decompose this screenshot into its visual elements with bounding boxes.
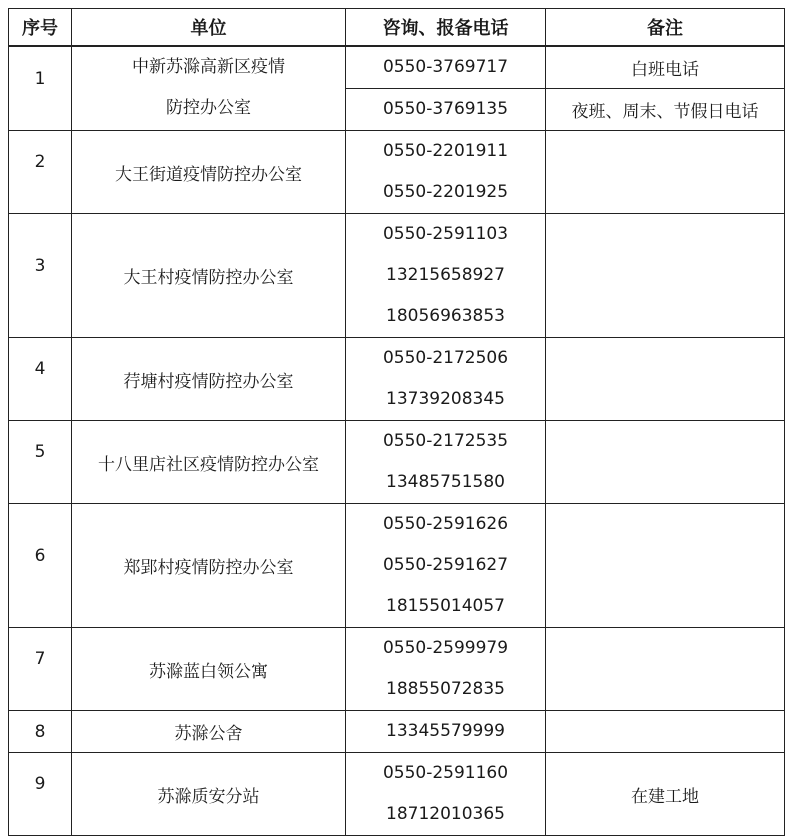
row-note xyxy=(546,338,785,421)
table-row xyxy=(9,711,785,753)
row-phone xyxy=(346,338,546,421)
row-no: 2 xyxy=(9,131,72,214)
phone-number: 18855072835 xyxy=(386,679,505,699)
row-no: 1 xyxy=(9,46,72,131)
header-unit: 单位 xyxy=(72,9,346,47)
header-no: 序号 xyxy=(9,9,72,47)
phone-number: 0550-2172506 xyxy=(382,348,509,368)
row-phone xyxy=(346,421,546,504)
row-no: 6 xyxy=(9,504,72,628)
table-row xyxy=(9,338,785,421)
table-row xyxy=(9,131,785,214)
row-note xyxy=(546,131,785,214)
unit-line: 防控办公室 xyxy=(166,98,251,118)
contact-table xyxy=(8,8,785,836)
row-no: 9 xyxy=(9,753,72,836)
row-unit: 大王村疫情防控办公室 xyxy=(72,214,346,338)
table-row xyxy=(9,628,785,711)
row-no: 8 xyxy=(9,711,72,753)
phone-number: 18155014057 xyxy=(386,596,505,616)
row-note: 白班电话 xyxy=(546,46,785,89)
phone-number: 0550-2599979 xyxy=(382,638,509,658)
phone-number: 13345579999 xyxy=(386,721,505,741)
row-unit: 苏滁质安分站 xyxy=(72,753,346,836)
phone-number: 0550-3769717 xyxy=(382,57,509,77)
table-row xyxy=(9,504,785,628)
row-note: 在建工地 xyxy=(546,753,785,836)
row-unit: 荇塘村疫情防控办公室 xyxy=(72,338,346,421)
phone-number: 13215658927 xyxy=(386,265,505,285)
row-phone xyxy=(346,131,546,214)
row-no: 4 xyxy=(9,338,72,421)
phone-number: 0550-2172535 xyxy=(382,431,509,451)
row-phone xyxy=(346,628,546,711)
phone-number: 0550-2591626 xyxy=(382,514,509,534)
row-no: 7 xyxy=(9,628,72,711)
header-note: 备注 xyxy=(546,9,785,47)
row-unit: 大王街道疫情防控办公室 xyxy=(72,131,346,214)
phone-number: 18056963853 xyxy=(386,306,505,326)
phone-number: 0550-2591160 xyxy=(382,763,509,783)
phone-number: 13739208345 xyxy=(386,389,505,409)
phone-number: 0550-2591103 xyxy=(382,224,509,244)
row-note xyxy=(546,421,785,504)
header-phone: 咨询、报备电话 xyxy=(346,9,546,47)
table-row xyxy=(9,46,785,89)
row-note xyxy=(546,628,785,711)
unit-line: 中新苏滁高新区疫情 xyxy=(132,57,285,77)
row-note: 夜班、周末、节假日电话 xyxy=(546,89,785,131)
phone-number: 0550-3769135 xyxy=(382,99,509,119)
phone-number: 0550-2591627 xyxy=(382,555,509,575)
row-note xyxy=(546,711,785,753)
table-row xyxy=(9,214,785,338)
row-phone xyxy=(346,504,546,628)
row-unit: 十八里店社区疫情防控办公室 xyxy=(72,421,346,504)
row-phone xyxy=(346,214,546,338)
row-note xyxy=(546,504,785,628)
row-phone xyxy=(346,89,546,131)
row-unit: 苏滁蓝白领公寓 xyxy=(72,628,346,711)
table-row xyxy=(9,753,785,836)
row-unit: 苏滁公舍 xyxy=(72,711,346,753)
row-phone xyxy=(346,46,546,89)
phone-number: 0550-2201925 xyxy=(382,182,509,202)
phone-number: 18712010365 xyxy=(386,804,505,824)
table-row xyxy=(9,421,785,504)
phone-number: 13485751580 xyxy=(386,472,505,492)
row-phone xyxy=(346,711,546,753)
row-unit xyxy=(72,46,346,131)
row-phone xyxy=(346,753,546,836)
header-row xyxy=(9,9,785,47)
phone-number: 0550-2201911 xyxy=(382,141,509,161)
row-no: 3 xyxy=(9,214,72,338)
row-unit: 郑郢村疫情防控办公室 xyxy=(72,504,346,628)
row-note xyxy=(546,214,785,338)
row-no: 5 xyxy=(9,421,72,504)
